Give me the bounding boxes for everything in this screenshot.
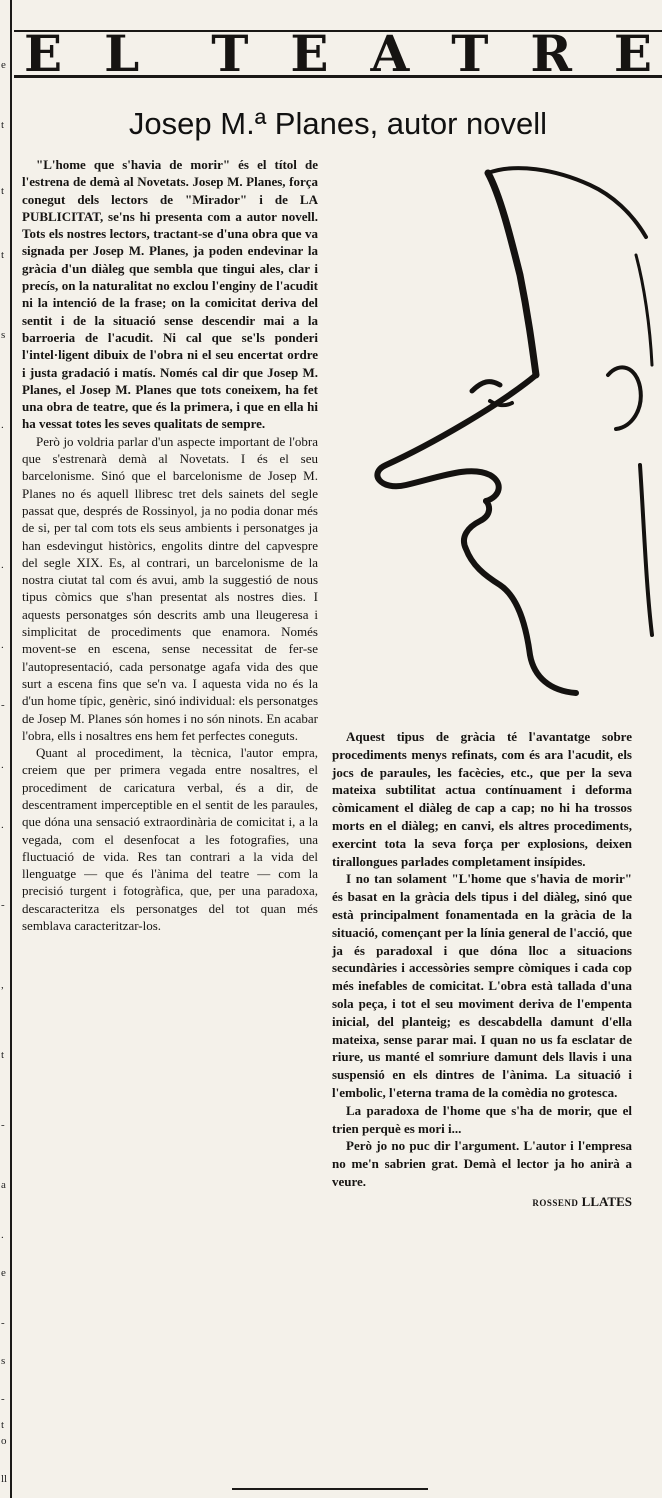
- edge-char: ,: [1, 979, 4, 991]
- edge-char: .: [1, 819, 4, 831]
- edge-char: s: [1, 329, 6, 341]
- masthead-letter: E: [24, 23, 63, 83]
- edge-char: .: [1, 1229, 4, 1241]
- hair-stroke: [488, 168, 646, 237]
- paragraph: Però jo voldria parlar d'un aspecte important de l'obra que s'estrenarà demà al Novetats. I és el seu barcelonisme. Sinó que el barcelonisme de Josep M. Planes no és aquell llibresc tret dels sainets del segle passat que, després de Rossinyol, ja no podia donar més de si, per tal com tots els seus ambients i personatges ja han esdevingut històrics, engolits dintre del capvespre del segle XIX. Es, al contrari, un barcelonisme de la nostra ciutat tal com és avui, amb la suggestió de nous tipus còmics que s'han presentat als nostres dies. I aquests personatges són descrits amb una lleugeresa i simplicitat de procediments que enamora. Només movent-se en escena, sense necessitat de fer-se l'autopresentació, cada personatge agafa vida des que surt a escena fins que se'n va. I aquesta vida no és la d'un home típic, genèric, sinó individual: els personatges de Josep M. Planes són homes i no són ninots. En acabar l'obra, ells i nosaltres ens hem fet perfectes coneguts.: [22, 433, 318, 743]
- edge-char: t: [1, 185, 5, 197]
- masthead-letter: T: [211, 23, 249, 83]
- left-margin-fragments: [0, 0, 10, 1498]
- edge-char: s: [1, 1355, 6, 1367]
- paragraph: I no tan solament "L'home que s'havia de morir" és basat en la gràcia dels tipus i del diàleg, sinó que està principalment fonamentada en la gràcia de la situació, començant per la línia general de l'acció, que ja és paradoxal i que dóna lloc a situacions secundàries i accessòries sempre còmiques i cada cop més inefables de comicitat. L'obra està tallada d'una sola peça, i tot el seu moviment deriva de l'empenta inicial, del planteig; es descabdella damunt d'ella mateixa, sense parar mai. I quan no us fa esclatar de riure, us manté el somriure damunt dels llavis i una suspensió en els dintres de l'ànima. La situació i l'embolic, l'eterna trama de la comèdia no grotesca.: [332, 871, 632, 1100]
- paragraph: Quant al procediment, la tècnica, l'autor empra, creiem que per primera vegada entre nosaltres, el procediment de caricatura verbal, és a dir, de descentrament imperceptible en el sentit de les paraules, que dóna una sensació extraordinària de comicitat i, a la vegada, com el desenfocat a les fotografies, una fluctuació de vida. Res tan contrari a la vida del llenguatge — que és l'ànima del teatre — com la precisió turgent i fotogràfica, que, per una paradoxa, descaracteritza els personatges del tot quan més semblava caracteritzar-los.: [22, 745, 318, 934]
- edge-char: t: [1, 1419, 5, 1431]
- edge-char: -: [1, 699, 5, 711]
- edge-char: e: [1, 59, 6, 71]
- article-headline: Josep M.ª Planes, autor novell: [128, 106, 548, 141]
- edge-char: -: [1, 1119, 5, 1131]
- edge-char: t: [1, 249, 5, 261]
- paragraph: La paradoxa de l'home que s'ha de morir, que el trien perquè es mori i...: [332, 1102, 632, 1136]
- edge-char: t: [1, 119, 5, 131]
- edge-char: -: [1, 899, 5, 911]
- masthead-letter: E: [290, 23, 329, 83]
- nose-stroke: [377, 375, 536, 501]
- paragraph: Però jo no puc dir l'argument. L'autor i l'empresa no me'n sabrien grat. Demà el lector ja ho anirà a veure.: [332, 1138, 632, 1189]
- column-divider: [10, 0, 12, 1498]
- masthead-letter: L: [104, 23, 140, 83]
- back-stroke: [636, 255, 652, 365]
- edge-char: o: [1, 1435, 7, 1447]
- mouth-stroke: [464, 501, 576, 693]
- signature-first-name: ROSSEND: [532, 1197, 579, 1208]
- edge-char: .: [1, 759, 4, 771]
- masthead-letter: E: [613, 23, 652, 83]
- edge-char: .: [1, 639, 4, 651]
- masthead-letter: R: [530, 23, 572, 83]
- neck-stroke: [640, 465, 652, 635]
- edge-char: e: [1, 1267, 6, 1279]
- masthead-letter: T: [451, 23, 489, 83]
- author-signature: [332, 1193, 632, 1213]
- edge-char: t: [1, 1049, 5, 1061]
- caricature-drawing: [340, 165, 658, 725]
- edge-char: .: [1, 559, 4, 571]
- edge-char: .: [1, 419, 4, 431]
- edge-char: -: [1, 1393, 5, 1405]
- masthead-letter: A: [370, 23, 410, 83]
- signature-last-name: LLATES: [581, 1193, 632, 1209]
- paragraph: "L'home que s'havia de morir" és el títol de l'estrena de demà al Novetats. Josep M. Planes, força conegut dels lectors de "Mirador" i de LA PUBLICITAT, se'ns hi presenta com a autor novell. Tots els nostres lectors, tractant-se d'una obra que va signada per Josep M. Planes, ja poden endevinar la gràcia d'un diàleg que sembla que tingui ales, clar i precís, on la naturalitat no exclou l'enginy de l'acudit ni la intenció de la frase; on la comicitat deriva del sentit i de la situació sense descendir mai a la barroeria de l'acudit. Ni cal que se'ls ponderi l'intel·ligent dibuix de l'obra ni el seu encertat ordre i justa gradació i matís. Només cal dir que Josep M. Planes, el Josep M. Planes que tots coneixem, ha fet una obra de teatre, que és la primera, i que en ella hi ha vessat totes les seves qualitats de sempre.: [22, 157, 318, 432]
- article-column-right: [332, 728, 632, 1213]
- article-column-left: [22, 156, 318, 934]
- edge-char: ll: [1, 1473, 8, 1485]
- ear-stroke: [608, 367, 641, 429]
- edge-char: -: [1, 1317, 5, 1329]
- forehead-stroke: [488, 173, 536, 375]
- section-masthead: [14, 23, 662, 83]
- edge-char: a: [1, 1179, 6, 1191]
- brow-stroke: [472, 382, 500, 391]
- paragraph: Aquest tipus de gràcia té l'avantatge sobre procediments menys refinats, com és ara l'acudit, els jocs de paraules, les facècies, etc., que per la seva mateixa subtilitat actua contínuament i deforma còmicament el diàleg de cap a cap; no hi ha trossos morts en el diàleg; en canvi, els altres procediments, exercint tota la seva força per explosions, deixen tirallongues parlades completament insípides.: [332, 729, 632, 869]
- bottom-rule: [232, 1488, 428, 1490]
